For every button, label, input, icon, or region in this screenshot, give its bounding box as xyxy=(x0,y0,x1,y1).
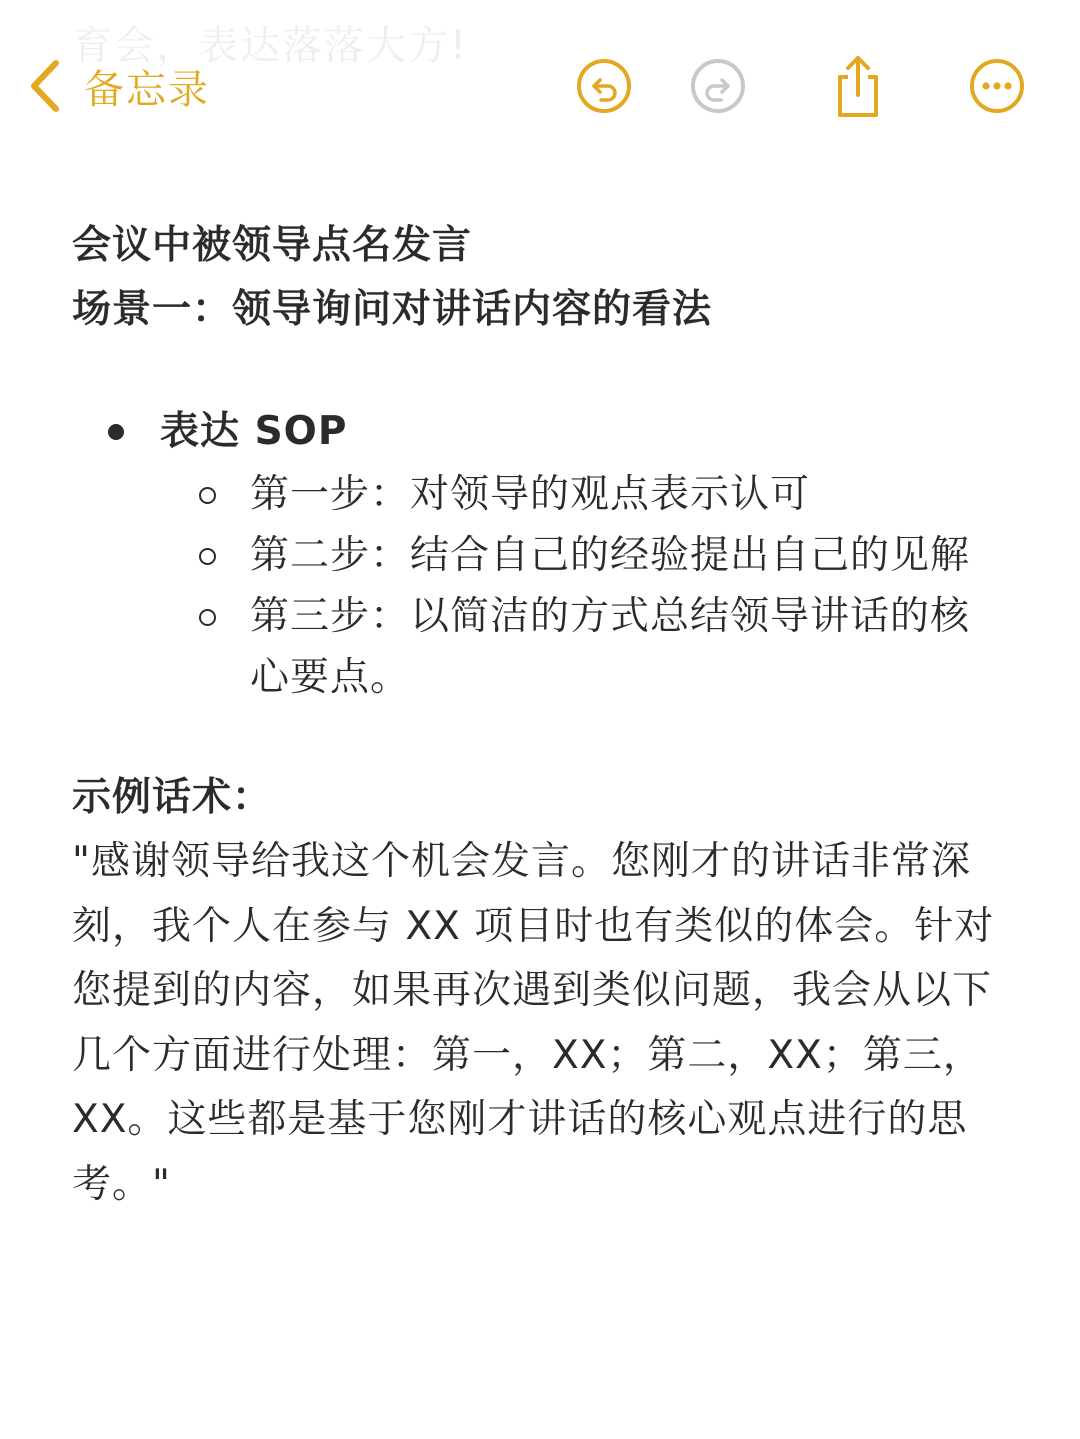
hollow-bullet-icon xyxy=(199,487,216,504)
scrolled-header-text: 育会，表达落落大方! xyxy=(72,23,469,69)
chevron-left-icon xyxy=(28,59,62,113)
step-text: 第一步：对领导的观点表示认可 xyxy=(250,472,811,517)
more-button[interactable] xyxy=(963,52,1031,120)
back-label: 备忘录 xyxy=(84,66,210,113)
step-text: 第三步：以简洁的方式总结领导讲话的核心要点。 xyxy=(250,594,971,700)
example-text: "感谢领导给我这个机会发言。您刚才的讲话非常深刻，我个人在参与 XX 项目时也有类似的体会。针对您提到的内容，如果再次遇到类似问题，我会从以下几个方面进行处理：第一，XX；第二，XX；第三，XX。这些都是基于您刚才讲话的核心观点进行的思考。" xyxy=(72,839,995,1207)
bullet-dot-icon xyxy=(108,424,124,440)
redo-icon xyxy=(688,56,748,116)
back-button[interactable] xyxy=(28,54,210,118)
step-text: 第二步：结合自己的经验提出自己的见解 xyxy=(250,533,971,578)
share-icon xyxy=(828,53,888,119)
note-title: 会议中被领导点名发言 xyxy=(72,223,473,268)
navigation-bar xyxy=(0,48,1080,124)
undo-icon xyxy=(574,56,634,116)
hollow-bullet-icon xyxy=(199,609,216,626)
example-label: 示例话术： xyxy=(72,775,273,820)
share-button[interactable] xyxy=(824,52,892,120)
scene-heading: 场景一：领导询问对讲话内容的看法 xyxy=(72,287,713,332)
note-body[interactable] xyxy=(72,214,1022,1217)
redo-button[interactable] xyxy=(684,52,752,120)
bullet-heading: 表达 SOP xyxy=(160,409,348,454)
list-item xyxy=(72,464,1022,525)
step-list xyxy=(72,464,1022,708)
undo-button[interactable] xyxy=(570,52,638,120)
list-item xyxy=(72,525,1022,586)
more-ellipsis-icon xyxy=(967,56,1027,116)
hollow-bullet-icon xyxy=(199,548,216,565)
list-item xyxy=(72,586,1022,708)
bullet-item xyxy=(72,400,1022,464)
